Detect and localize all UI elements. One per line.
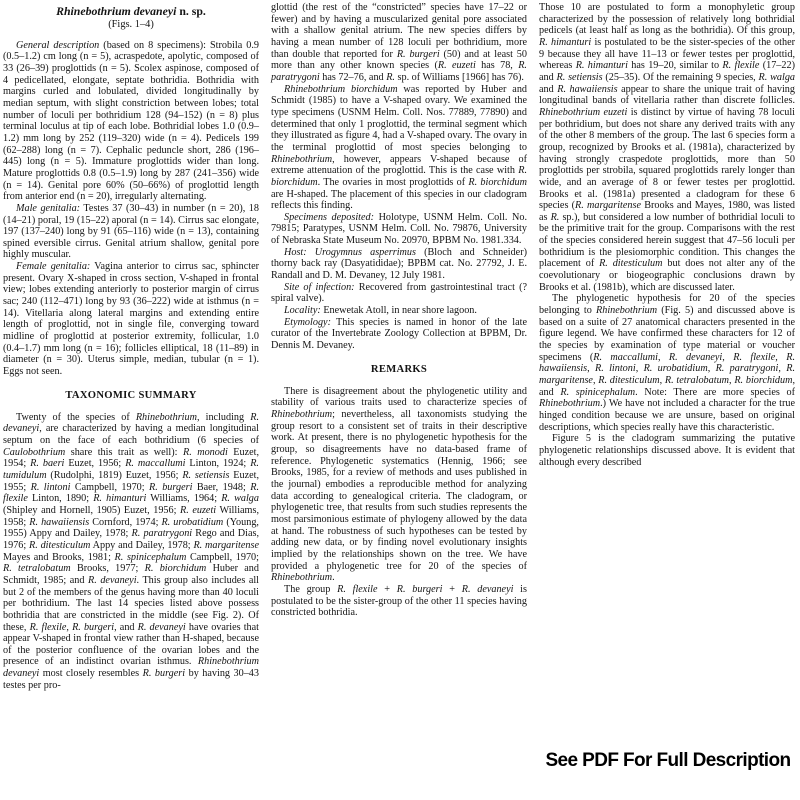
paragraph: Those 10 are postulated to form a monophyletic group characterized by the possession of relatively long bothridial pedicels (at least half as long as the bothridia). Of this group, R. himanturi is postulated to be the sister-species of the other 9 because they all have 11–13 or fewer testes per proglottid, whereas R. himanturi has 19–20, similar to R. flexile (17–22) and R. setiensis (25–35). Of the remaining 9 species, R. walga and R. hawaiiensis appear to share the unique trait of having longitudinal bands of vitellaria rather than discrete follicles. Rhinebothrium euzeti is distinct by virtue of having 78 loculi per bothridium, but does not share any derived traits with any of the other 8 members of the group. The last 6 species form a group, recognized by Brooks et al. (1981a), characterized by having strongly craspedote proglottids, more than 50 proglottids per strobila, squared proglottids rarely longer than wide, and an average of 8 or fewer testes per proglottid. Brooks et al. (1981a) presented a cladogram for these 6 species (R. margaritense Brooks and Mayes, 1980, was listed as R. sp.), but considered a low number of bothridial loculi to be the primitive trait for the group. Comparisons with the rest of the species considered herein suggest that 47–56 loculi per bothridium is the plesiomorphic condition. This changes the placement of R. ditesticulum but does not alter any of the coevolutionary or biogeographic conclusions drawn by Brooks et al. (1981b), which are discussed later. [539,2,796,293]
paragraph: Site of infection: Recovered from gastrointestinal tract (?spiral valve). [271,281,527,305]
paragraph: The phylogenetic hypothesis for 20 of the species belonging to Rhinebothrium (Fig. 5) and discussed above is based on a suite of 27 anatomical characters presented in the figure legend. We have confirmed these characters for 12 of the species by examination of type material or voucher specimens (R. maccallumi, R. devaneyi, R. flexile, R. hawaiiensis, R. lintoni, R. urobatidium, R. paratrygoni, R. margaritense, R. ditesticulum, R. tetralobatum, R. biorchidum, and R. spinicephalum. Note: There are more species of Rhinebothrium.) We have not included a character for the true hinged condition because we are unsure, based on original descriptions, which species really have this characteristic. [539,293,796,433]
column-1 [3,2,259,691]
see-pdf-note: See PDF For Full Description [545,750,791,771]
article-title: Rhinebothrium devaneyi n. sp. [56,4,206,18]
paragraph: Locality: Enewetak Atoll, in near shore lagoon. [284,305,477,317]
paragraph: Rhinebothrium biorchidum was reported by Huber and Schmidt (1985) to have a V-shaped ovary. We examined the type specimens (USNM Helm. Coll. Nos. 77889, 77890) and determined that only 1 proglottid, the terminal segment which they illustrated as figure 4, had a V-shaped ovary. The ovary in the terminal proglottid of most species belonging to Rhinebothrium, however, appears V-shaped because of extreme attenuation of the proglottid. This is the case with R. biorchidum. The ovaries in most proglottids of R. biorchidum are H-shaped. The placement of this species in our cladogram reflects this finding. [271,83,528,212]
paragraph: Host: Urogymnus asperrimus (Bloch and Schneider) thorny back ray (Dasyatididae); BPBM cat. No. 27792, J. E. Randall and D. M. Devaney, 12 July 1981. [271,246,527,282]
paragraph: Twenty of the species of Rhinebothrium, including R. devaneyi, are characterized by having a median longitudinal septum on the face of each bothridium (6 species of Caulobothrium share this trait as well): R. monodi Euzet, 1954; R. baeri Euzet, 1956; R. maccallumi Linton, 1924; R. tumidulum (Rudolphi, 1819) Euzet, 1956; R. setiensis Euzet, 1955; R. lintoni Campbell, 1970; R. burgeri Baer, 1948; R. flexile Linton, 1890; R. himanturi Williams, 1964; R. walga (Shipley and Hornell, 1905) Euzet, 1956; R. euzeti Williams, 1958; R. hawaiiensis Cornford, 1974; R. urobatidium (Young, 1955) Appy and Dailey, 1978; R. paratrygoni Rego and Dias, 1976; R. ditesticulum Appy and Dailey, 1978; R. margaritense Mayes and Brooks, 1981; R. spinicephalum Campbell, 1970; R. tetralobatum Brooks, 1977; R. biorchidum Huber and Schmidt, 1985; and R. devaneyi. This group also includes all but 2 of the members of the genus having more than 40 loculi per bothridium. The last 14 species listed above possess bothridia that are constricted in the middle (see Fig. 2). Of these, R. flexile, R. burgeri, and R. devaneyi have ovaries that appear V-shaped in frontal view rather than H-shaped, because of the posterior confluence of the ovarian lobes and the presence of an indistinct ovarian isthmus. Rhinebothrium devaneyi most closely resembles R. burgeri by having 30–43 testes per pro- [3,411,260,691]
column-2 [271,2,527,691]
article-subtitle: (Figs. 1–4) [108,19,154,30]
paragraph: The group R. flexile + R. burgeri + R. devaneyi is postulated to be the sister-group of the other 11 species having constricted bothridia. [271,583,527,619]
paragraph: Female genitalia: Vagina anterior to cirrus sac, sphincter present. Ovary X-shaped in cross section, V-shaped in frontal view; lobes extending anteriorly to posterior margin of cirrus sac; 240 (112–471) long by 93 (36–222) wide at isthmus (n = 14). Vitellaria along lateral margins and extending entire length of proglottid, not in single file, converging toward midline of proglottid at posterior extremity, follicular, 1.0 (0.4–1.7) mm long (n = 16); follicles elliptical, 18 (11–89) in diameter (n = 30). Uterus simple, median, tubular (n = 1). Eggs not seen. [3,261,259,378]
column-2-body [271,2,527,619]
paragraph: General description (based on 8 specimens): Strobila 0.9 (0.5–1.2) cm long (n = 5), acraspedote, apolytic, composed of 33 (26–39) proglottids (n = 5). Scolex aspinose, composed of 4 pedicellated, elongate, septate bothridia. Bothridia with margins curled and lobulated, divided longitudinally by median septum, with slight constriction between lobes; total number of loculi per bothridium 128 (94–152) (n = 8) plus terminal loculus at tip of each lobe. Bothridial lobes 1.0 (0.9–1.2) mm long by 252 (119–320) wide (n = 4). Pedicels 199 (62–288) long (n = 7). Cephalic peduncle short, 286 (196–445) long (n = 5). Immature proglottids wider than long. Mature proglottids 0.8 (0.5–1.9) long by 287 (241–356) wide (n = 14). Genital pore 60% (50–66%) of proglottid length from anterior end (n = 20), irregularly alternating. [3,39,259,203]
section-heading: REMARKS [370,363,428,375]
column-3-body [539,2,795,468]
paragraph: Etymology: This species is named in honor of the late curator of the Invertebrate Zoology Collection at BPBM, Dr. Dennis M. Devaney. [271,316,527,352]
paragraph: Specimens deposited: Holotype, USNM Helm. Coll. No. 79815; Paratypes, USNM Helm. Coll. No. 79876, University of Nebraska State Museum No. 20970, BPBM No. 1981.334. [271,211,527,247]
paragraph: There is disagreement about the phylogenetic utility and stability of various traits used to characterize species of Rhinebothrium; nevertheless, all taxonomists studying the group resort to a consistent set of traits in their descriptive work. At present, there is no phylogenetic hypothesis for the group, so disagreements have no data-based frame of reference. Phylogenetic systematics (Hennig, 1966; see Brooks, 1985, for a review of methods and uses published in the journal) embodies a reproducible method for analyzing data according to genealogical criteria. The cladogram, or phylogenetic tree, that results from such studies represents the most parsimonious estimate of phylogeny allowed by the data at hand. The robustness of such hypotheses can be tested by adding new data, or by finding novel evolutionary insights implied by the relationships shown on the tree. We have provided a phylogenetic tree for 20 of the species of Rhinebothrium. [271,385,527,584]
column-1-body [3,40,259,692]
paragraph: Figure 5 is the cladogram summarizing the putative phylogenetic relationships discussed above. It is evident that although every described [539,433,795,468]
paragraph: glottid (the rest of the “constricted” species have 17–22 or fewer) and by having a muscularized genital pore associated with a shallow genital atrium. The new species differs by having a mean number of 128 loculi per bothridium, more than double that reported for R. burgeri (50) and at least 50 more than any other known species (R. euzeti has 78, R. paratrygoni has 72–76, and R. sp. of Williams [1966] has 76). [271,2,527,83]
section-heading: TAXONOMIC SUMMARY [65,389,197,401]
paragraph: Male genitalia: Testes 37 (30–43) in number (n = 20), 18 (14–21) poral, 19 (15–22) aporal (n = 14). Cirrus sac elongate, 197 (137–240) long by 91 (65–116) wide (n = 13), containing spined eversible cirrus. Genital atrium shallow, genital pore highly muscular. [3,202,259,261]
column-3 [539,2,795,691]
